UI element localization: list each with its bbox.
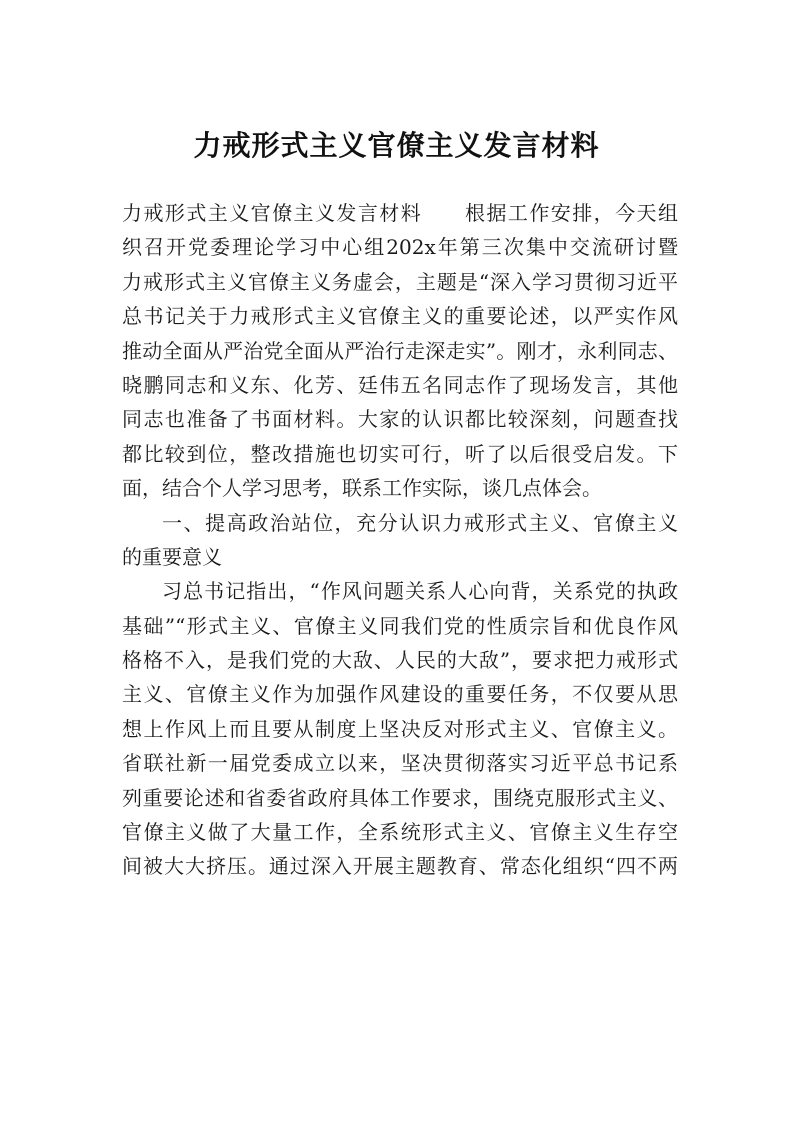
text-line: 间被大大挤压。通过深入开展主题教育、常态化组织“四不两 bbox=[122, 854, 678, 879]
text-line: 同志也准备了书面材料。大家的认识都比较深刻，问题查找 bbox=[122, 407, 678, 432]
text-line: 列重要论述和省委省政府具体工作要求，围绕克服形式主义、 bbox=[122, 785, 678, 810]
text-line: 都比较到位，整改措施也切实可行，听了以后很受启发。下 bbox=[122, 441, 678, 466]
text-line: 格格不入，是我们党的大敌、人民的大敌”，要求把力戒形式 bbox=[122, 648, 678, 673]
text-line: 一、提高政治站位，充分认识力戒形式主义、官僚主义 bbox=[162, 510, 678, 535]
document-body bbox=[122, 196, 678, 884]
text-line: 力戒形式主义官僚主义务虚会，主题是“深入学习贯彻习近平 bbox=[122, 269, 678, 294]
text-line: 官僚主义做了大量工作，全系统形式主义、官僚主义生存空 bbox=[122, 820, 678, 845]
text-line: 力戒形式主义官僚主义发言材料 根据工作安排，今天组 bbox=[122, 201, 678, 225]
text-line: 习总书记指出，“作风问题关系人心向背，关系党的执政 bbox=[162, 579, 678, 604]
text-line: 晓鹏同志和义东、化芳、廷伟五名同志作了现场发言，其他 bbox=[122, 372, 678, 397]
text-line: 基础”“形式主义、官僚主义同我们党的性质宗旨和优良作风 bbox=[122, 613, 678, 638]
text-line: 的重要意义 bbox=[122, 544, 222, 569]
text-line: 省联社新一届党委成立以来，坚决贯彻落实习近平总书记系 bbox=[122, 751, 678, 776]
text-line: 推动全面从严治党全面从严治行走深走实”。刚才，永利同志、 bbox=[122, 338, 678, 363]
text-line: 面，结合个人学习思考，联系工作实际，谈几点体会。 bbox=[122, 476, 602, 501]
document-title: 力戒形式主义官僚主义发言材料 bbox=[193, 129, 600, 162]
text-line: 织召开党委理论学习中心组202x年第三次集中交流研讨暨 bbox=[122, 235, 678, 260]
text-line: 主义、官僚主义作为加强作风建设的重要任务，不仅要从思 bbox=[122, 682, 678, 707]
text-line: 想上作风上而且要从制度上坚决反对形式主义、官僚主义。 bbox=[122, 716, 678, 741]
text-line: 总书记关于力戒形式主义官僚主义的重要论述，以严实作风 bbox=[122, 304, 678, 329]
